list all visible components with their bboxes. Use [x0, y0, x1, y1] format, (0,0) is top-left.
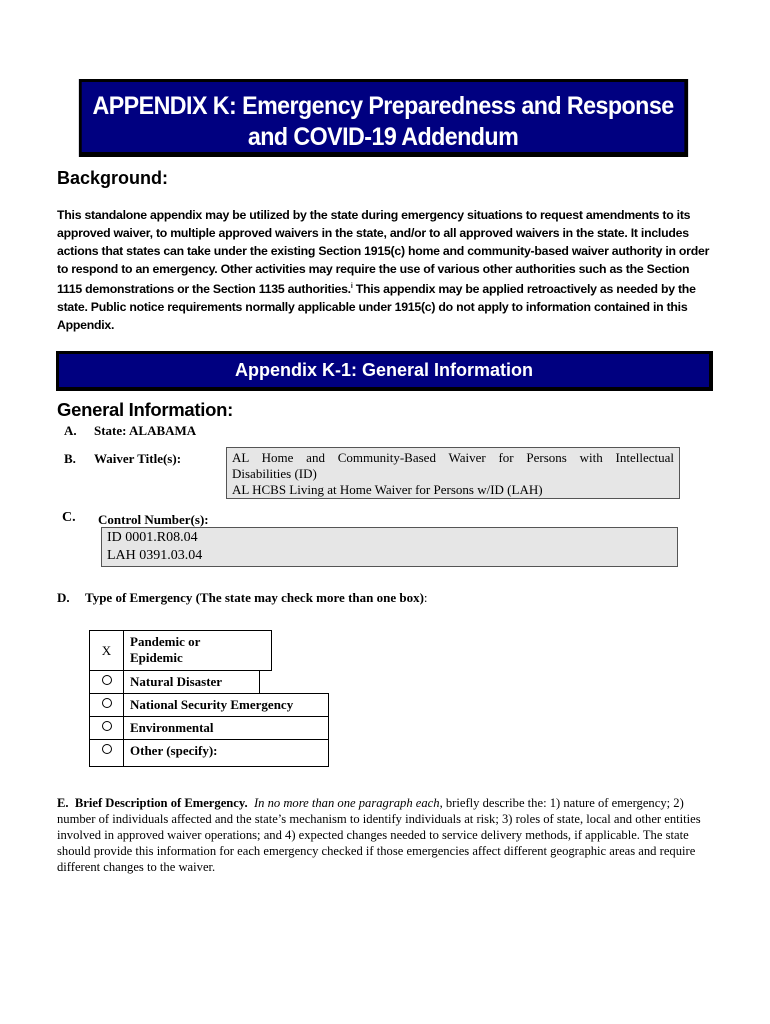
control-number-label: Control Number(s): [98, 512, 209, 527]
pandemic-checkbox[interactable]: X [90, 631, 124, 670]
waiver-title-label: Waiver Title(s): [94, 451, 182, 466]
item-a-letter: A. [64, 423, 77, 438]
background-text-part1: This standalone appendix may be utilized by the state during emergency situations to request amendments to its approved waiver, to multiple approved waivers in the state, and/or to all approved waivers in the state. It includes actions that states can take under the existing Section 1915(c) home and community-based waiver authority in order to respond to an emergency. Other activities may require the use of various other authorities such as the Section 1115 demonstrations or the Section 1135 authorities. [57, 208, 710, 297]
natural-disaster-radio[interactable] [90, 671, 124, 693]
emergency-type-label: Type of Emergency (The state may check more than one box) [85, 590, 424, 605]
appendix-title-line2: and COVID-19 Addendum [247, 123, 519, 151]
section-k1-title: Appendix K-1: General Information [234, 360, 534, 380]
radio-circle-icon [102, 698, 112, 708]
footnote-marker[interactable]: i [350, 283, 353, 290]
item-e-letter: E. [57, 796, 69, 810]
background-heading: Background: [57, 168, 169, 188]
control-number-line2: LAH 0391.03.04 [107, 548, 203, 563]
pandemic-label-line2: Epidemic [130, 650, 183, 665]
other-radio[interactable] [90, 740, 124, 766]
item-c-letter: C. [62, 510, 76, 525]
brief-description-label: Brief Description of Emergency. [74, 796, 248, 810]
national-security-label: National Security Emergency [130, 697, 294, 712]
background-paragraph [57, 206, 712, 334]
other-label: Other (specify): [130, 743, 218, 758]
natural-disaster-label: Natural Disaster [130, 674, 223, 689]
pandemic-label-line1: Pandemic or [130, 634, 201, 649]
emergency-type-colon: : [423, 590, 428, 605]
emergency-type-prompt [85, 590, 428, 606]
control-number-line1: ID 0001.R08.04 [107, 530, 198, 545]
waiver-title-line3: AL HCBS Living at Home Waiver for Persons w/ID (LAH) [232, 482, 543, 497]
item-b-letter: B. [64, 451, 76, 466]
waiver-title-line1: AL Home and Community-Based Waiver for Persons with Intellectual [232, 450, 674, 465]
waiver-title-line2: Disabilities (ID) [232, 466, 317, 481]
radio-circle-icon [102, 675, 112, 685]
environmental-radio[interactable] [90, 717, 124, 739]
waiver-title-field[interactable] [226, 447, 680, 499]
section-k1-bar [56, 351, 713, 391]
background-text-part2: This appendix may be applied retroactively as needed by the state. Public notice requirements normally applicable under 1915(c) do not apply to information contained in this Appendix. [57, 282, 696, 333]
emergency-type-national-security[interactable] [89, 693, 329, 717]
pandemic-label [130, 631, 200, 666]
emergency-description-instructions [57, 795, 717, 875]
general-information-heading: General Information: [57, 399, 233, 420]
appendix-title-line1: APPENDIX K: Emergency Preparedness and Response [92, 92, 674, 120]
emergency-type-environmental[interactable] [89, 716, 329, 740]
environmental-label: Environmental [130, 720, 214, 735]
emergency-type-other[interactable] [89, 739, 329, 767]
emergency-type-natural-disaster[interactable] [89, 670, 260, 694]
brief-description-text: , briefly describe the: 1) nature of emergency; 2) number of individuals affected and the state’s mechanism to identify individuals at risk; 3) roles of state, local and other entities involved in approved waiver operations; and 4) expected changes needed to service delivery methods, if applicable. The state should provide this information for each emergency checked if those emergencies affect different geographic areas and require different changes to the waiver. [57, 796, 701, 874]
radio-circle-icon [102, 721, 112, 731]
national-security-radio[interactable] [90, 694, 124, 716]
brief-description-italic: In no more than one paragraph each [253, 796, 440, 810]
state-label: State: ALABAMA [94, 423, 197, 438]
item-d-letter: D. [57, 590, 70, 605]
control-number-field[interactable] [101, 527, 678, 567]
appendix-title-banner [79, 79, 688, 157]
radio-circle-icon [102, 744, 112, 754]
emergency-type-pandemic[interactable] [89, 630, 272, 671]
